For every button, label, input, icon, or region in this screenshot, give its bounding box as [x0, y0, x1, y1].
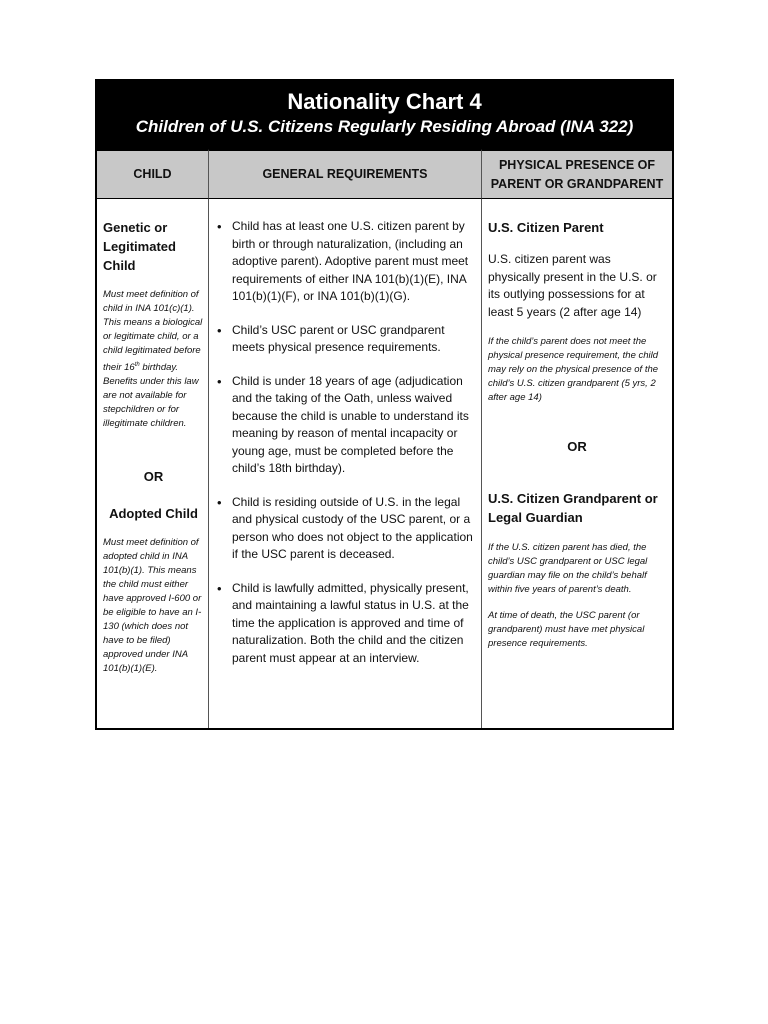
presence-column — [481, 199, 672, 728]
adopted-child-definition: Must meet definition of adopted child in INA 101(b)(1). This means the child must either have approved I-600 or be eligible to have an I-130 (which does not have to be filed) approved under INA 101(b)(1)(E). — [103, 537, 202, 675]
requirements-list — [215, 218, 475, 667]
presence-or-label: OR — [567, 439, 587, 454]
requirement-item: • Child is lawfully admitted, physically present, and maintaining a lawful status in U.S. at the time the application is approved and time of naturalization. Both the child and the citizen parent must appear at an interview. — [215, 580, 475, 668]
requirement-item: • Child has at least one U.S. citizen parent by birth or through naturalization, (including an adoptive parent). Adoptive parent must meet requirements of either INA 101(b)(1)(E), INA 101(b)(1)(F), or INA 101(b)(1)(G). — [215, 218, 475, 306]
genetic-def-superscript: th — [134, 362, 140, 368]
citizen-parent-text: U.S. citizen parent was physically present in the U.S. or its outlying possessions for at least 5 years (2 after age 14) — [488, 252, 657, 319]
citizen-parent-heading: U.S. Citizen Parent — [488, 220, 604, 235]
requirements-column — [208, 199, 481, 728]
grandparent-note-death: If the U.S. citizen parent has died, the child’s USC grandparent or USC legal guardian may file on the child’s behalf within five years of parent’s death. — [488, 542, 648, 595]
chart-subtitle: Children of U.S. Citizens Regularly Residing Abroad (INA 322) — [135, 117, 634, 136]
header-general-requirements: GENERAL REQUIREMENTS — [208, 149, 481, 199]
chart-table — [97, 149, 672, 728]
header-physical-presence: PHYSICAL PRESENCE OF PARENT OR GRANDPARENT — [481, 149, 672, 199]
grandparent-note-requirements: At time of death, the USC parent (or grandparent) must have met physical presence requirements. — [488, 610, 645, 649]
requirement-item: • Child is under 18 years of age (adjudication and the taking of the Oath, unless waived because the child is unable to understand its meaning by reason of mental incapacity or young age, must be completed before the child’s 18th birthday). — [215, 373, 475, 478]
nationality-chart — [95, 79, 674, 730]
genetic-def-text: Must meet definition of child in INA 101(c)(1). This means a biological or legitimate child, or a child legitimated before their 16 — [103, 289, 203, 374]
chart-title: Nationality Chart 4 — [287, 89, 482, 114]
header-child: CHILD — [97, 149, 208, 199]
child-column — [97, 199, 208, 728]
child-or-label: OR — [143, 469, 164, 485]
citizen-parent-note: If the child’s parent does not meet the physical presence requirement, the child may rely on the physical presence of the child’s U.S. citizen grandparent (5 yrs, 2 after age 14) — [488, 336, 659, 403]
adopted-child-heading: Adopted Child — [109, 506, 198, 522]
title-block — [97, 81, 672, 149]
genetic-child-definition — [103, 288, 204, 431]
genetic-def-text-end: birthday. Benefits under this law are not available for stepchildren or for illegitimate children. — [103, 362, 199, 430]
requirement-item: • Child’s USC parent or USC grandparent meets physical presence requirements. — [215, 322, 475, 357]
grandparent-heading: U.S. Citizen Grandparent or Legal Guardian — [488, 491, 658, 525]
requirement-item: • Child is residing outside of U.S. in the legal and physical custody of the USC parent, or a person who does not object to the application if the USC parent is deceased. — [215, 494, 475, 564]
genetic-child-heading: Genetic or Legitimated Child — [103, 220, 176, 273]
